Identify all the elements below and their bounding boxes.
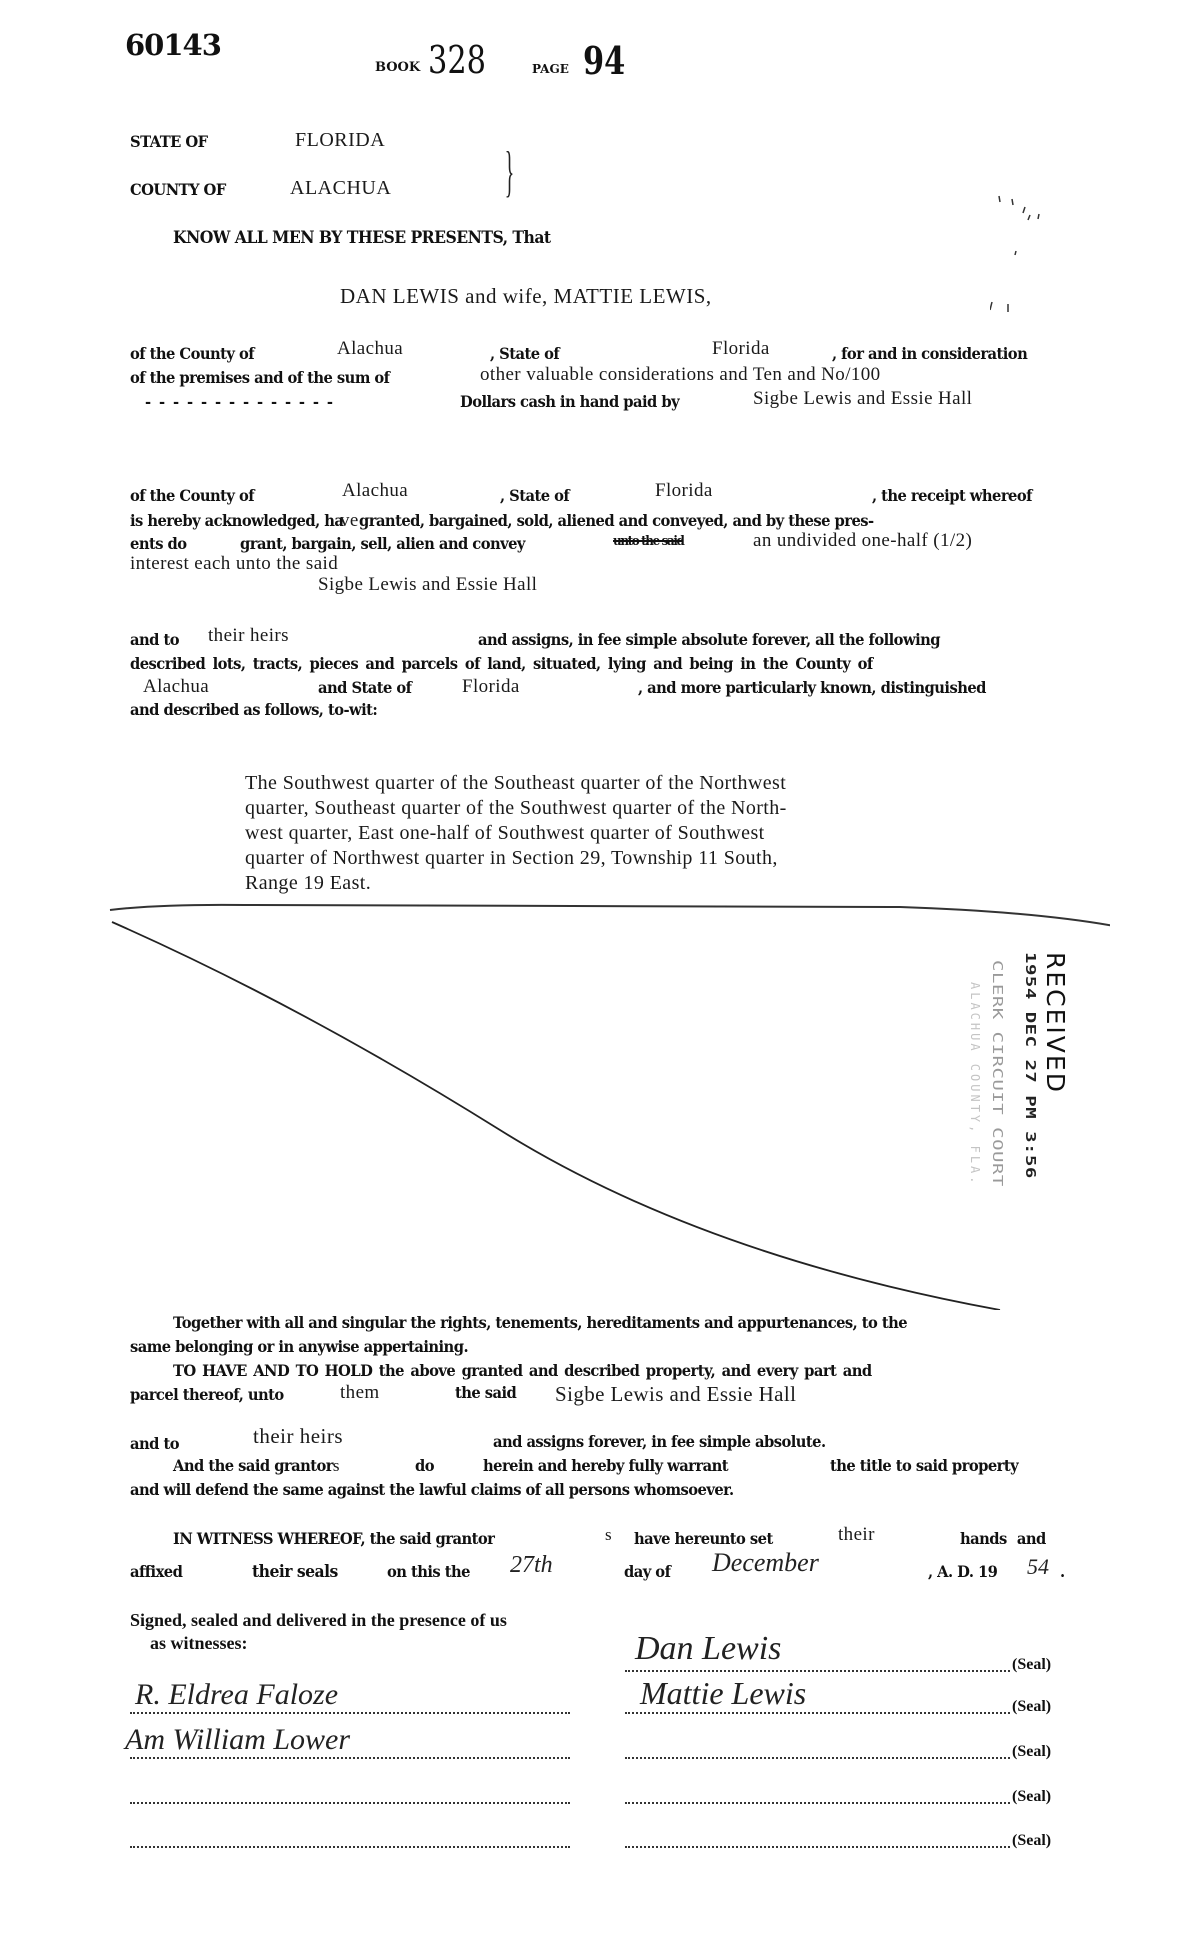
horizontal-rule bbox=[110, 905, 1110, 930]
seal-label: (Seal) bbox=[1012, 1788, 1052, 1805]
grantors-names: DAN LEWIS and wife, MATTIE LEWIS, bbox=[340, 284, 712, 308]
preamble: KNOW ALL MEN BY THESE PRESENTS, That bbox=[173, 228, 551, 248]
witness-line bbox=[130, 1712, 570, 1714]
p3-line3-rest: , and more particularly known, distinguished bbox=[638, 678, 986, 697]
witness-line bbox=[130, 1757, 570, 1759]
habendum-heirs: their heirs bbox=[253, 1424, 344, 1448]
county-label: COUNTY OF bbox=[130, 180, 226, 199]
seal-label: (Seal) bbox=[1012, 1743, 1052, 1760]
legal-line: quarter, Southeast quarter of the Southwest quarter of the North- bbox=[245, 797, 787, 819]
grantor-line bbox=[625, 1670, 1010, 1672]
ad-label: , A. D. 19 bbox=[928, 1562, 998, 1581]
tohave-line-1: TO HAVE AND TO HOLD the above granted and described property, and every part and bbox=[173, 1361, 872, 1380]
witness-line bbox=[130, 1802, 570, 1804]
p1-grantees: Sigbe Lewis and Essie Hall bbox=[753, 388, 973, 409]
instrument-number: 60143 bbox=[125, 28, 221, 62]
testimonium-s: s bbox=[605, 1525, 613, 1544]
state-label: STATE OF bbox=[130, 132, 208, 151]
habendum-assigns: and assigns forever, in fee simple absolute. bbox=[493, 1432, 826, 1451]
testimonium-period: . bbox=[1060, 1562, 1065, 1581]
p1-county-value: Alachua bbox=[337, 338, 404, 359]
p2-county-label: of the County of bbox=[130, 486, 255, 505]
p3-and-to: and to bbox=[130, 630, 179, 649]
p2-line2-fill: ve bbox=[339, 510, 359, 531]
testimonium-b: have hereunto set bbox=[634, 1529, 773, 1548]
grantor-signature-2: Mattie Lewis bbox=[640, 1675, 807, 1711]
testimonium-c: hands and bbox=[960, 1529, 1046, 1548]
together-line-1: Together with all and singular the rights, tenements, hereditaments and appurtenances, to the bbox=[173, 1313, 908, 1332]
p2-line3-struck: unto the said bbox=[613, 534, 684, 549]
p1-sum-value: other valuable considerations and Ten and No/100 bbox=[480, 364, 881, 385]
page-label: PAGE bbox=[532, 62, 569, 76]
p2-line2 bbox=[130, 510, 940, 532]
stamp-office: CLERK CIRCUIT COURT bbox=[989, 960, 1005, 1187]
p3-line1-rest: and assigns, in fee simple absolute forever, all the following bbox=[478, 630, 940, 649]
county-value: ALACHUA bbox=[290, 177, 392, 199]
grantor-line bbox=[625, 1846, 1010, 1848]
p2-line3-fill: an undivided one-half (1/2) bbox=[753, 530, 973, 551]
p2-county-value: Alachua bbox=[342, 480, 409, 501]
tohave-grantees: Sigbe Lewis and Essie Hall bbox=[555, 1382, 797, 1406]
tohave-them: them bbox=[340, 1382, 380, 1403]
warranty-line bbox=[173, 1456, 354, 1476]
p1-consideration-label: , for and in consideration bbox=[832, 344, 1028, 363]
testimonium-their: their bbox=[838, 1524, 875, 1545]
grantor-line bbox=[625, 1712, 1010, 1714]
p1-dollars-label: Dollars cash in hand paid by bbox=[460, 392, 680, 411]
witness-signature-2: Am William Lower bbox=[125, 1723, 351, 1756]
affixed: affixed bbox=[130, 1562, 183, 1581]
warranty-c: the title to said property bbox=[830, 1456, 1019, 1475]
warranty-a: And the said grantor bbox=[173, 1456, 333, 1475]
tohave-line-2b: the said bbox=[455, 1383, 517, 1402]
p2-receipt-label: , the receipt whereof bbox=[872, 486, 1032, 505]
warranty-s: s bbox=[332, 1456, 340, 1475]
seal-label: (Seal) bbox=[1012, 1656, 1052, 1673]
p2-line3-a: ents do bbox=[130, 534, 187, 553]
legal-line: west quarter, East one-half of Southwest quarter of Southwest bbox=[245, 822, 765, 844]
state-value: FLORIDA bbox=[295, 129, 386, 151]
witness-heading-1: Signed, sealed and delivered in the presence of us bbox=[130, 1610, 507, 1630]
stamp-title: RECEIVED bbox=[1041, 952, 1070, 1094]
witness-heading-2: as witnesses: bbox=[150, 1633, 248, 1653]
p3-county-value: Alachua bbox=[143, 676, 210, 697]
seal-label: (Seal) bbox=[1012, 1832, 1052, 1849]
p2-line4: interest each unto the said bbox=[130, 553, 339, 574]
grantor-signature-1: Dan Lewis bbox=[635, 1630, 782, 1667]
p2-line2-a: is hereby acknowledged, ha bbox=[130, 511, 344, 530]
received-stamp bbox=[948, 952, 1070, 1202]
venue-brace: } bbox=[504, 141, 515, 203]
defend-line: and will defend the same against the lawful claims of all persons whomsoever. bbox=[130, 1480, 734, 1499]
warranty-do: do bbox=[415, 1456, 435, 1475]
testimonium-a: IN WITNESS WHEREOF, the said grantor bbox=[173, 1529, 495, 1548]
witness-signature-1: R. Eldrea Faloze bbox=[135, 1678, 339, 1711]
legal-line: Range 19 East. bbox=[245, 872, 372, 894]
stamp-datetime: 1954 DEC 27 PM 3:56 bbox=[1022, 952, 1038, 1179]
p2-grantees: Sigbe Lewis and Essie Hall bbox=[318, 574, 538, 595]
stamp-county: ALACHUA COUNTY, FLA. bbox=[968, 982, 982, 1187]
p2-line2-b: granted, bargained, sold, aliened and conveyed, and by these pres- bbox=[358, 511, 874, 530]
warranty-b: herein and hereby fully warrant bbox=[483, 1456, 728, 1475]
stray-marks bbox=[990, 180, 1080, 320]
p1-dashes: - - - - - - - - - - - - - - bbox=[145, 392, 335, 411]
on-this-the: on this the bbox=[387, 1562, 470, 1581]
page-number: 94 bbox=[583, 38, 626, 83]
p2-state-value: Florida bbox=[655, 480, 713, 501]
p1-sum-label: of the premises and of the sum of bbox=[130, 368, 390, 387]
p1-county-label: of the County of bbox=[130, 344, 255, 363]
tohave-line-2a: parcel thereof, unto bbox=[130, 1385, 284, 1404]
p1-state-value: Florida bbox=[712, 338, 770, 359]
p3-line2: described lots, tracts, pieces and parcels of land, situated, lying and being in the County of bbox=[130, 654, 873, 673]
legal-line: The Southwest quarter of the Southeast quarter of the Northwest bbox=[245, 772, 787, 794]
p3-heirs: their heirs bbox=[208, 625, 289, 646]
habendum-and-to: and to bbox=[130, 1434, 179, 1453]
together-line-2: same belonging or in anywise appertaining. bbox=[130, 1337, 469, 1356]
p1-state-label: , State of bbox=[490, 344, 560, 363]
day-handwritten: 27th bbox=[510, 1552, 553, 1578]
day-of: day of bbox=[624, 1562, 671, 1581]
legal-line: quarter of Northwest quarter in Section 29, Township 11 South, bbox=[245, 847, 778, 869]
seal-label: (Seal) bbox=[1012, 1698, 1052, 1715]
p2-line3-b: grant, bargain, sell, alien and convey bbox=[240, 534, 525, 553]
witness-line bbox=[130, 1846, 570, 1848]
book-number: 328 bbox=[428, 38, 487, 82]
p2-state-label: , State of bbox=[500, 486, 570, 505]
year-handwritten: 54 bbox=[1027, 1554, 1049, 1579]
grantor-line bbox=[625, 1802, 1010, 1804]
grantor-line bbox=[625, 1757, 1010, 1759]
p3-state-label: and State of bbox=[318, 678, 412, 697]
month-handwritten: December bbox=[712, 1548, 819, 1577]
p3-line4: and described as follows, to-wit: bbox=[130, 700, 378, 719]
book-label: BOOK bbox=[375, 60, 421, 75]
p3-state-value: Florida bbox=[462, 676, 520, 697]
their-seals: their seals bbox=[252, 1562, 338, 1582]
